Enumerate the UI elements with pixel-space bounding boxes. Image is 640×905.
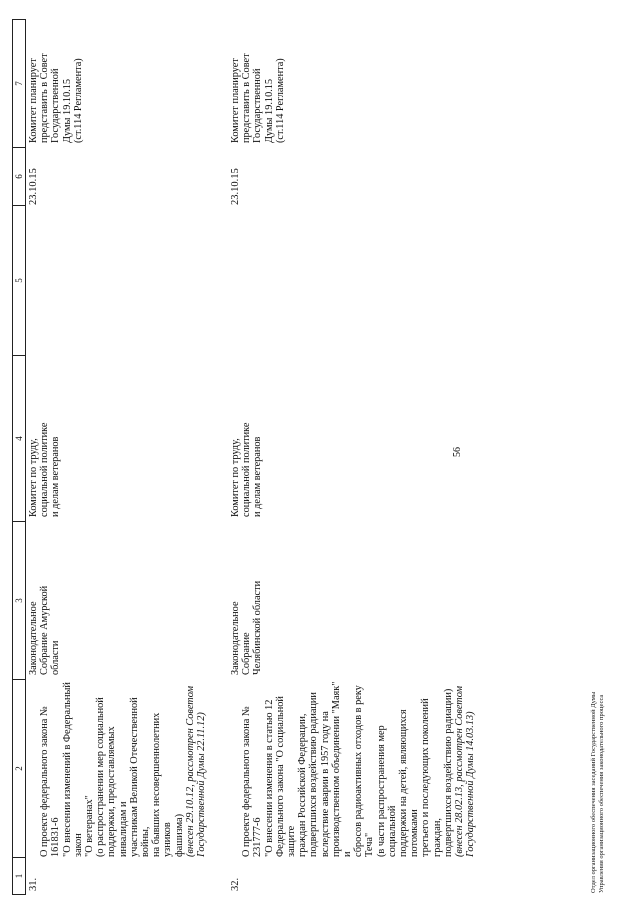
table-row [230,19,477,895]
initiator: Законодательное Собрание Челябинской области [230,580,264,675]
status: Комитет планирует представить в Совет Государственной Думы 19.10.15 (ст.114 Регламента) [28,53,84,143]
column-header-4: 4 [13,355,25,521]
table-row [28,19,210,895]
bill-submission-note: (внесен 28.02.13, рассмотрен Советом Государственной Думы 14.03.13) [454,685,477,857]
bill-title: О проекте федерального закона № 161831-6 "О внесении изменений в Федеральный закон "О ветеранах" (о распространении мер социальной поддержки, предоставляемых инвалидам и участникам Великой Отечественной войны, на бывших несовершеннолетних узников фашизма) [39,682,185,857]
bills-table [12,19,477,895]
responsible-committee: Комитет по труду, социальной политике и делам ветеранов [28,422,62,517]
bill-submission-note: (внесен 29.10.12, рассмотрен Советом Государственной Думы 22.11.12) [184,685,208,857]
row-number: 32. [230,877,241,891]
column-header-7: 7 [13,19,25,147]
initiator: Законодательное Собрание Амурской области [28,585,62,675]
column-header-6: 6 [13,147,25,205]
date: 23.10.15 [230,168,241,205]
status: Комитет планирует представить в Совет Государственной Думы 19.10.15 (ст.114 Регламента) [230,53,286,143]
footer [590,692,605,893]
column-header-5: 5 [13,205,25,355]
bill-description [28,679,207,857]
column-header-1: 1 [13,857,25,895]
table-header-row [12,19,26,895]
footer-line-1: Отдел организационного обеспечения заседаний Государственной Думы [590,691,597,893]
responsible-committee: Комитет по труду, социальной политике и делам ветеранов [230,422,264,517]
bill-description [230,679,476,857]
row-number: 31. [28,877,39,891]
column-header-2: 2 [13,679,25,857]
date: 23.10.15 [28,168,39,205]
column-header-3: 3 [13,521,25,679]
page-number: 56 [452,447,463,457]
bill-title: О проекте федерального закона № 231777-6 "О внесении изменения в статью 12 Федерального закона "О социальной защите граждан Российской Федерации, подвергшихся воздействию радиации вследствие аварии в 1957 году на производственном объединении "Маяк" и сбросов радиоактивных отходов в реку Теча" (в части распространения мер социальной поддержки на детей, являющихся потомками третьего и последующих поколений граждан, подвергшихся воздействию радиации) [241,681,454,857]
footer-line-2: Управления организационного обеспечения законодательного процесса [597,694,605,893]
